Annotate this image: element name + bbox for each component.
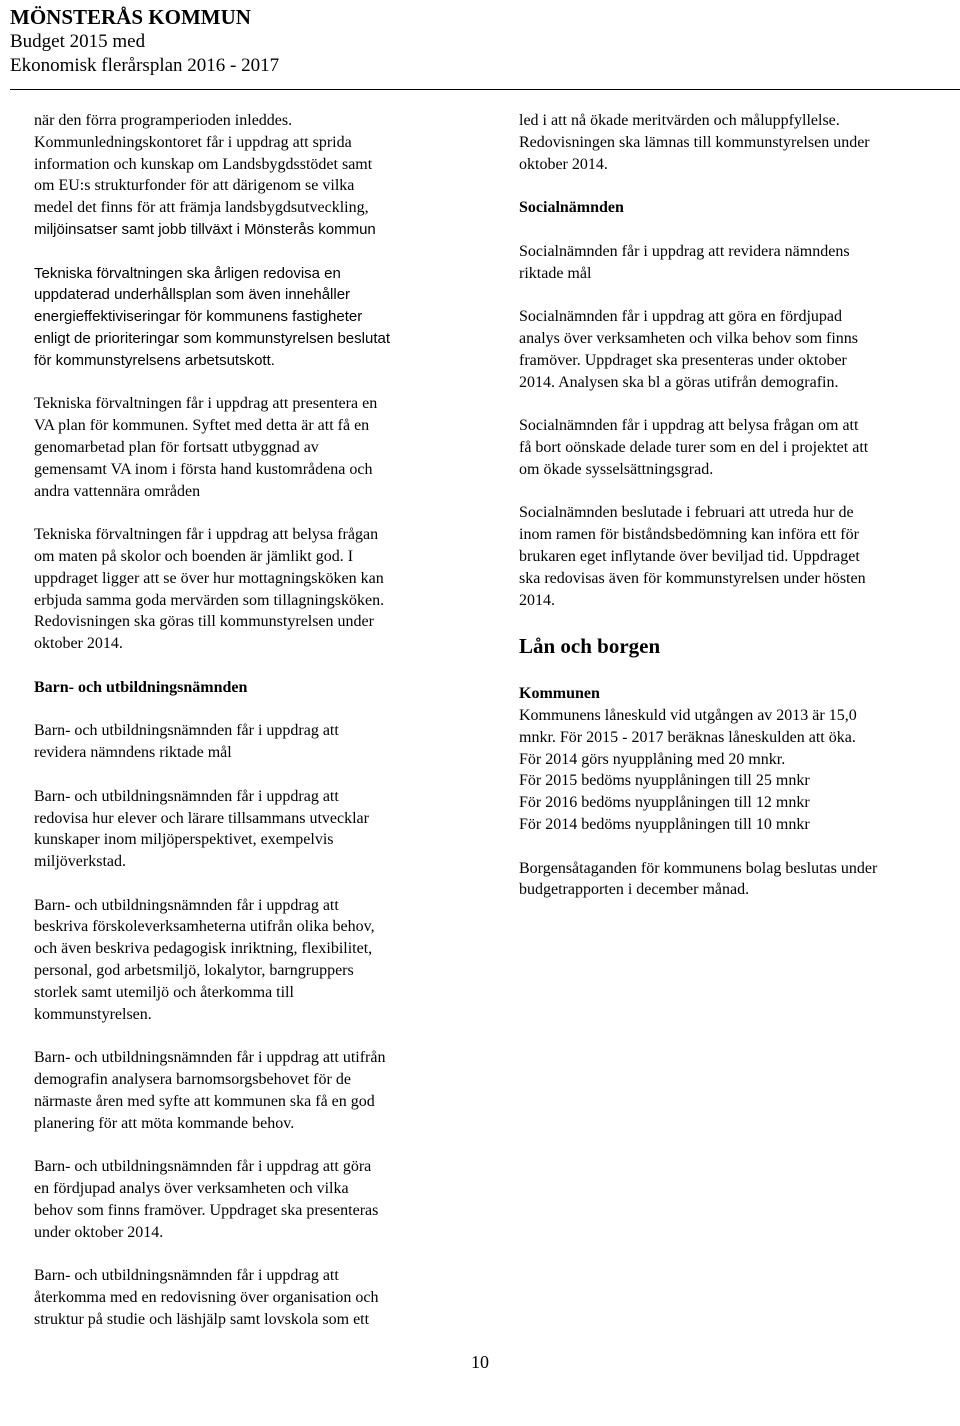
text-line: Barn- och utbildningsnämnden får i uppdrag att utifrån <box>34 1049 386 1067</box>
text-line: analys över verksamheten och vilka behov som finns <box>519 329 859 347</box>
page-number: 10 <box>471 1352 489 1372</box>
paragraph-borgen <box>519 858 944 902</box>
text-line: För 2014 görs nyupplåning med 20 mnkr. <box>519 750 786 768</box>
text-line: Socialnämnden får i uppdrag att belysa frågan om att <box>519 417 859 435</box>
text-line: 2014. <box>519 591 555 609</box>
paragraph-maten <box>34 524 454 655</box>
text-line: beskriva förskoleverksamheterna utifrån olika behov, <box>34 918 375 936</box>
paragraph-soc-2 <box>519 306 944 393</box>
text-line: andra vattennära områden <box>34 482 201 500</box>
text-line: energieffektiviseringar för kommunens fastigheter <box>34 308 363 326</box>
text-line: uppdaterad underhållsplan som även innehåller <box>34 286 351 304</box>
paragraph-soc-3 <box>519 415 944 480</box>
text-line: Tekniska förvaltningen får i uppdrag att presentera en <box>34 395 378 413</box>
text-line: Tekniska förvaltningen får i uppdrag att belysa frågan <box>34 526 379 544</box>
text-line: Barn- och utbildningsnämnden får i uppdrag att göra <box>34 1158 372 1176</box>
document-header <box>10 4 279 78</box>
text-line: miljöinsatser samt jobb tillväxt i Mönsterås kommun <box>34 220 376 238</box>
text-line: mnkr. För 2015 - 2017 beräknas låneskulden att öka. <box>519 728 856 746</box>
heading-kommunen: Kommunen <box>519 685 600 703</box>
text-line: Borgensåtaganden för kommunens bolag beslutas under <box>519 859 878 877</box>
text-line: Socialnämnden får i uppdrag att göra en fördjupad <box>519 308 842 326</box>
header-line-2: Budget 2015 med <box>10 31 146 52</box>
text-line: Socialnämnden får i uppdrag att revidera nämndens <box>519 242 850 260</box>
text-line: struktur på studie och läshjälp samt lovskola som ett <box>34 1310 370 1328</box>
paragraph-bun-3 <box>34 895 454 1026</box>
header-line-3: Ekonomisk flerårsplan 2016 - 2017 <box>10 55 280 76</box>
text-line: Redovisningen ska lämnas till kommunstyrelsen under <box>519 133 870 151</box>
paragraph-va-plan <box>34 393 454 502</box>
text-line: Kommunens låneskuld vid utgången av 2013 är 15,0 <box>519 706 857 724</box>
text-line: Barn- och utbildningsnämnden får i uppdrag att <box>34 722 339 740</box>
text-line: budgetrapporten i december månad. <box>519 881 750 899</box>
text-line: kommunstyrelsen. <box>34 1005 152 1023</box>
heading-barn-utbildning: Barn- och utbildningsnämnden <box>34 678 248 696</box>
text-line: genomarbetad plan för fortsatt utbyggnad av <box>34 438 319 456</box>
text-line: För 2016 bedöms nyupplåningen till 12 mnkr <box>519 794 810 812</box>
text-line: ska redovisas även för kommunstyrelsen under hösten <box>519 569 866 587</box>
paragraph-bun-1 <box>34 720 454 764</box>
text-line: Tekniska förvaltningen ska årligen redovisa en <box>34 264 341 282</box>
left-column <box>34 110 454 1352</box>
text-line: demografin analysera barnomsorgsbehovet för de <box>34 1071 351 1089</box>
text-line: framöver. Uppdraget ska presenteras under oktober <box>519 351 847 369</box>
text-line: Barn- och utbildningsnämnden får i uppdrag att <box>34 787 339 805</box>
paragraph-laneskuld <box>519 705 944 836</box>
text-line: miljöverkstad. <box>34 853 126 871</box>
right-column <box>519 110 944 923</box>
text-line: närmaste åren med syfte att kommunen ska få en god <box>34 1092 375 1110</box>
heading-lan-och-borgen: Lån och borgen <box>519 634 661 659</box>
paragraph-bun-5 <box>34 1156 454 1243</box>
text-line: storlek samt utemiljö och återkomma till <box>34 983 294 1001</box>
text-line: om ökade sysselsättningsgrad. <box>519 460 714 478</box>
paragraph-bun-6 <box>34 1265 454 1330</box>
paragraph-underhallsplan <box>34 263 454 372</box>
text-line: planering för att möta kommande behov. <box>34 1114 295 1132</box>
paragraph-landsbygd <box>34 110 454 241</box>
text-line: återkomma med en redovisning över organisation och <box>34 1289 379 1307</box>
text-line: om maten på skolor och boenden är jämlikt god. I <box>34 547 354 565</box>
text-line: led i att nå ökade meritvärden och måluppfyllelse. <box>519 112 840 129</box>
text-line: information och kunskap om Landsbygdsstödet samt <box>34 155 373 173</box>
text-line: revidera nämndens riktade mål <box>34 744 232 762</box>
text-line: brukaren eget inflytande över beviljad tid. Uppdraget <box>519 547 860 565</box>
text-line: enligt de prioriteringar som kommunstyrelsen beslutat <box>34 329 390 347</box>
text-line: behov som finns framöver. Uppdraget ska presenteras <box>34 1201 379 1219</box>
text-line: Socialnämnden beslutade i februari att utreda hur de <box>519 504 854 522</box>
text-line: uppdraget ligger att se över hur mottagningsköken kan <box>34 569 384 587</box>
text-line: personal, god arbetsmiljö, lokalytor, barngruppers <box>34 962 354 980</box>
text-line: en fördjupad analys över verksamheten och vilka <box>34 1180 349 1198</box>
text-line: inom ramen för biståndsbedömning kan införa ett för <box>519 526 859 544</box>
text-line: oktober 2014. <box>34 635 123 653</box>
text-line: Barn- och utbildningsnämnden får i uppdrag att <box>34 1267 339 1285</box>
text-line: oktober 2014. <box>519 155 608 173</box>
text-line: kunskaper inom miljöperspektivet, exempelvis <box>34 831 334 849</box>
paragraph-bun-4 <box>34 1047 454 1134</box>
heading-socialnamnden: Socialnämnden <box>519 199 624 217</box>
org-name: MÖNSTERÅS KOMMUN <box>10 5 251 29</box>
text-line: Barn- och utbildningsnämnden får i uppdrag att <box>34 896 339 914</box>
text-line: Redovisningen ska göras till kommunstyrelsen under <box>34 613 374 631</box>
paragraph-soc-4 <box>519 502 944 611</box>
text-line: och även beskriva pedagogisk inriktning, flexibilitet, <box>34 940 373 958</box>
text-line: 2014. Analysen ska bl a göras utifrån demografin. <box>519 373 839 391</box>
text-line: riktade mål <box>519 264 592 282</box>
text-line: för kommunstyrelsens arbetsutskott. <box>34 351 275 369</box>
paragraph-bun-2 <box>34 786 454 873</box>
text-line: få bort oönskade delade turer som en del i projektet att <box>519 438 869 456</box>
header-rule <box>10 89 960 90</box>
text-line: redovisa hur elever och lärare tillsammans utvecklar <box>34 809 369 827</box>
text-line: när den förra programperioden inleddes. <box>34 112 293 129</box>
text-line: erbjuda samma goda mervärden som tillagningsköken. <box>34 591 385 609</box>
text-line: VA plan för kommunen. Syftet med detta är att få en <box>34 417 370 435</box>
text-line: gemensamt VA inom i första hand kustområdena och <box>34 460 373 478</box>
text-line: För 2015 bedöms nyupplåningen till 25 mnkr <box>519 772 810 790</box>
paragraph-soc-1 <box>519 241 944 285</box>
text-line: Kommunledningskontoret får i uppdrag att sprida <box>34 133 352 151</box>
text-line: För 2014 bedöms nyupplåningen till 10 mnkr <box>519 815 810 833</box>
paragraph-meritvarden <box>519 110 944 175</box>
text-line: medel det finns för att främja landsbygdsutveckling, <box>34 199 369 217</box>
text-line: om EU:s strukturfonder för att därigenom se vilka <box>34 177 355 195</box>
text-line: under oktober 2014. <box>34 1223 164 1241</box>
